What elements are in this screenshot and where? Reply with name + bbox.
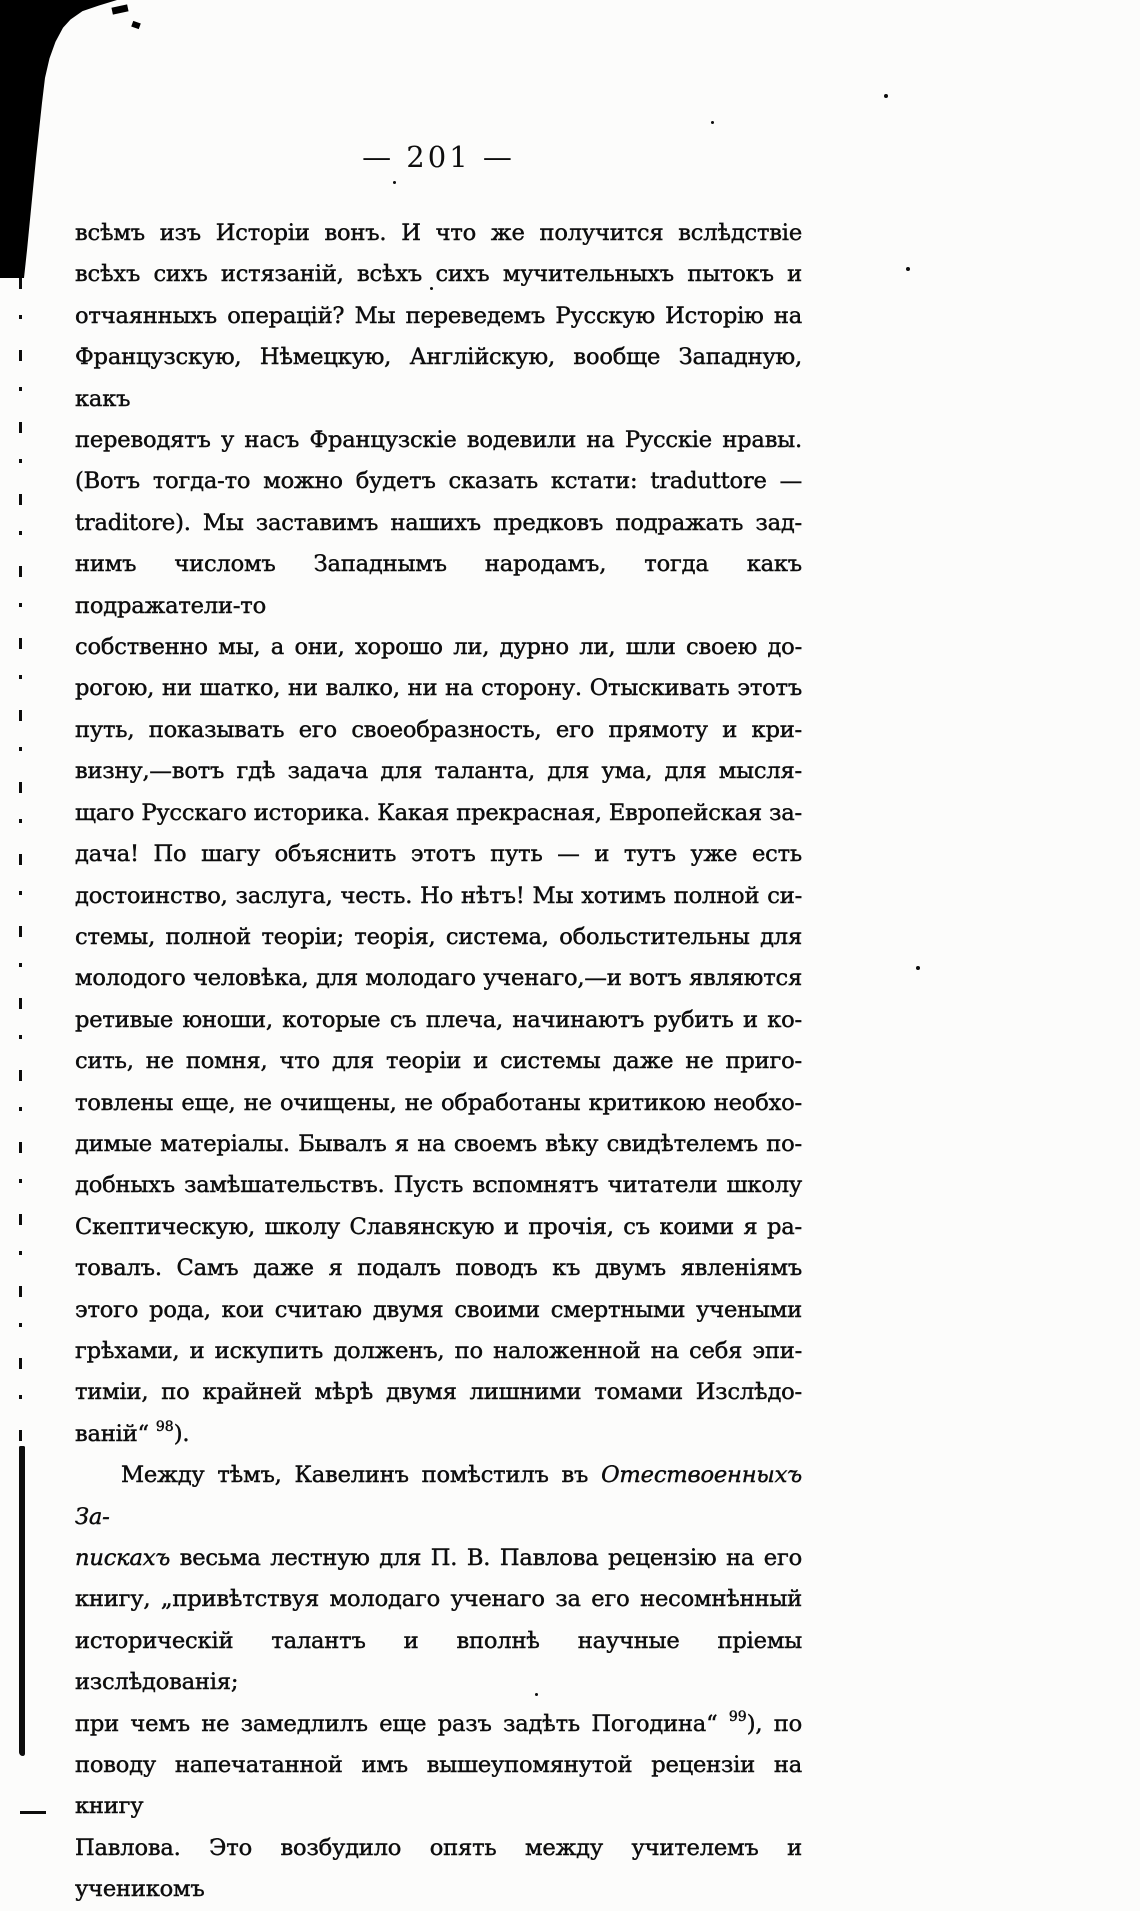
footnote-reference: 99 — [728, 1708, 747, 1725]
text-segment: всѣхъ сихъ истязаній, всѣхъ сихъ мучительныхъ пытокъ и — [75, 261, 802, 288]
text-segment: димые матеріалы. Бывалъ я на своемъ вѣку свидѣтелемъ по- — [75, 1130, 802, 1157]
text-segment: Павлова. Это возбудило опять между учителемъ и ученикомъ — [75, 1834, 802, 1903]
text-line — [75, 793, 802, 834]
text-line — [75, 834, 802, 875]
ink-speck — [906, 267, 910, 271]
text-segment: (Вотъ тогда-то можно будетъ сказать кстати: traduttore — — [75, 468, 802, 495]
text-line — [75, 1538, 802, 1579]
text-line — [75, 461, 802, 502]
text-line — [75, 1083, 802, 1124]
text-line — [75, 1207, 802, 1248]
text-line — [75, 503, 802, 544]
scan-artifact-corner-fleck — [131, 21, 141, 29]
text-segment: товалъ. Самъ даже я подалъ поводъ къ двумъ явленіямъ — [75, 1255, 802, 1282]
scan-artifact-left-edge-bar — [19, 1446, 25, 1756]
text-line — [75, 627, 802, 668]
text-segment: нимъ числомъ Западнымъ народамъ, тогда какъ подражатели-то — [75, 551, 802, 619]
ink-speck — [884, 94, 888, 98]
text-segment: этого рода, кои считаю двумя своими смертными учеными — [75, 1296, 802, 1323]
text-segment: traditore). Мы заставимъ нашихъ предковъ подражать зад- — [75, 509, 802, 536]
text-segment: сить, не помня, что для теоріи и системы даже не приго- — [75, 1048, 802, 1075]
text-line — [75, 1621, 802, 1704]
text-segment: товлены еще, не очищены, не обработаны критикою необхо- — [75, 1089, 802, 1116]
text-segment: ), по — [746, 1710, 802, 1737]
text-segment: отчаянныхъ операцій? Мы переведемъ Русскую Исторію на — [75, 302, 802, 329]
text-segment: Скептическую, школу Славянскую и прочія, съ коими я ра- — [75, 1213, 802, 1240]
text-line — [75, 917, 802, 958]
text-segment: пискахъ — [75, 1545, 171, 1571]
text-segment: ваній“ — [75, 1420, 156, 1447]
text-line — [75, 1828, 802, 1911]
text-line — [75, 544, 802, 627]
text-line — [75, 213, 802, 254]
text-line — [75, 876, 802, 917]
text-line — [75, 1414, 802, 1455]
text-line — [75, 1124, 802, 1165]
text-line — [75, 710, 802, 751]
text-line — [75, 1372, 802, 1413]
text-segment: Между тѣмъ, Кавелинъ помѣстилъ въ — [121, 1462, 602, 1489]
text-line — [75, 1000, 802, 1041]
text-segment: ретивые юноши, которые съ плеча, начинаютъ рубить и ко- — [75, 1006, 802, 1033]
text-segment: рогою, ни шатко, ни валко, ни на сторону. Отыскивать этотъ — [75, 675, 802, 702]
text-segment: всѣмъ изъ Исторіи вонъ. И что же получится вслѣдствіе — [75, 220, 802, 246]
text-segment: стемы, полной теоріи; теорія, система, обольстительны для — [75, 923, 802, 950]
text-segment: книгу, „привѣтствуя молодаго ученаго за его несомнѣнный — [75, 1586, 802, 1613]
text-line — [75, 751, 802, 792]
text-segment: Отествоенныхъ За- — [75, 1462, 802, 1530]
text-segment: дача! По шагу объяснить этотъ путь — и тутъ уже есть — [75, 841, 802, 868]
text-line — [75, 1455, 802, 1538]
text-line — [75, 1579, 802, 1620]
text-segment: тиміи, по крайней мѣрѣ двумя лишними томами Изслѣдо- — [75, 1379, 802, 1406]
text-segment: ). — [173, 1420, 190, 1447]
text-segment: переводятъ у насъ Французскіе водевили на Русскіе нравы. — [75, 427, 802, 454]
text-segment: путь, показывать его своеобразность, его прямоту и кри- — [75, 716, 802, 743]
scan-artifact-left-edge-dashes — [19, 278, 22, 1446]
ink-speck — [916, 966, 920, 970]
scan-artifact-bottom-dash — [20, 1811, 46, 1814]
text-segment: историческій талантъ и вполнѣ научные пріемы изслѣдованія; — [75, 1627, 802, 1696]
text-block — [75, 213, 802, 1911]
text-segment: весьма лестную для П. В. Павлова рецензію на его — [170, 1545, 802, 1571]
scan-artifact-corner-fleck — [111, 4, 128, 14]
text-line — [75, 296, 802, 337]
text-segment: молодого человѣка, для молодаго ученаго,—и вотъ являются — [75, 965, 802, 992]
text-segment: поводу напечатанной имъ вышеупомянутой рецензіи на книгу — [75, 1752, 802, 1820]
text-segment: визну,—вотъ гдѣ задача для таланта, для ума, для мысля- — [75, 758, 802, 785]
ink-speck — [711, 121, 714, 124]
text-line — [75, 1041, 802, 1082]
ink-speck — [393, 181, 396, 184]
page-number: — 201 — — [362, 140, 515, 174]
footnote-reference: 98 — [155, 1418, 174, 1435]
text-line — [75, 1704, 802, 1745]
text-line — [75, 420, 802, 461]
text-line — [75, 1290, 802, 1331]
text-line — [75, 337, 802, 420]
text-segment: грѣхами, и искупить долженъ, по наложенной на себя эпи- — [75, 1337, 802, 1364]
text-segment: щаго Русскаго историка. Какая прекрасная, Европейская за- — [75, 799, 802, 826]
text-segment: собственно мы, а они, хорошо ли, дурно ли, шли своею до- — [75, 634, 802, 661]
text-segment: Французскую, Нѣмецкую, Англійскую, вообще Западную, какъ — [75, 344, 802, 412]
text-line — [75, 958, 802, 999]
text-line — [75, 1248, 802, 1289]
text-line — [75, 668, 802, 709]
text-segment: достоинство, заслуга, честь. Но нѣтъ! Мы хотимъ полной си- — [75, 882, 802, 909]
text-line — [75, 1331, 802, 1372]
text-segment: при чемъ не замедлилъ еще разъ задѣть Погодина“ — [75, 1710, 729, 1737]
text-line — [75, 1165, 802, 1206]
text-segment: добныхъ замѣшательствъ. Пусть вспомнятъ читатели школу — [75, 1172, 802, 1199]
text-line — [75, 1745, 802, 1828]
text-line — [75, 254, 802, 295]
